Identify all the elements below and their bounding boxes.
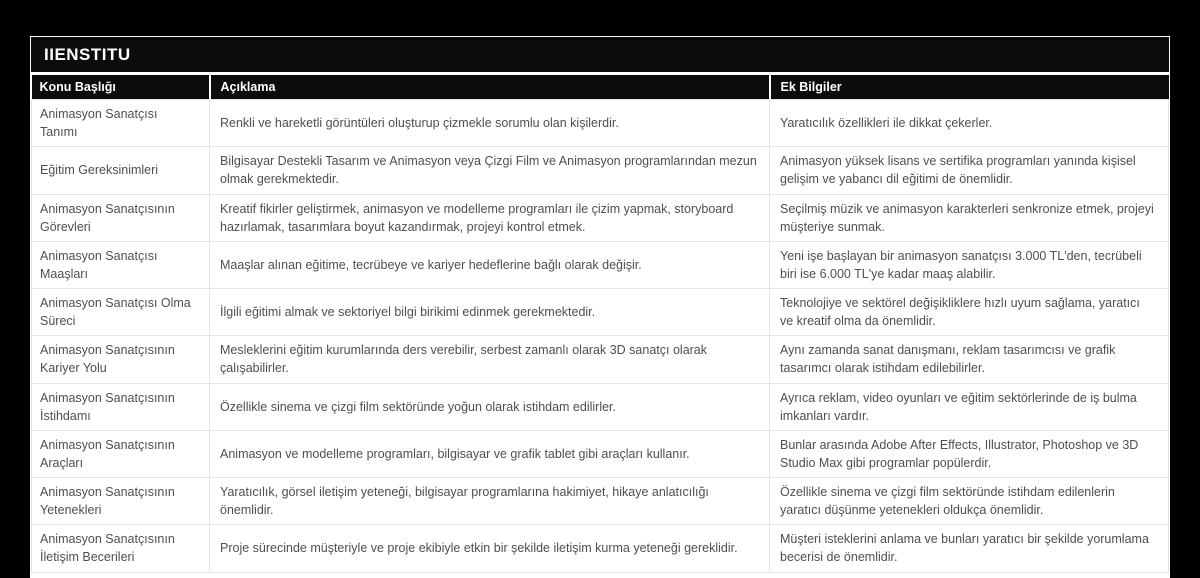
cell-topic: Animasyon Sanatçısının İstihdamı [32,383,210,430]
cell-description: Özellikle sinema ve çizgi film sektöründe yoğun olarak istihdam edilirler. [210,383,770,430]
cell-description: Yaratıcılık, görsel iletişim yeteneği, bilgisayar programlarına hakimiyet, hikaye anlatıcılığı önemlidir. [210,478,770,525]
table-row [32,100,1169,147]
column-header-extra: Ek Bilgiler [770,75,1169,100]
cell-extra: Yeni işe başlayan bir animasyon sanatçısı 3.000 TL'den, tecrübeli biri ise 6.000 TL'ye kadar maaş alabilir. [770,241,1169,288]
cell-description: Mesleklerini eğitim kurumlarında ders verebilir, serbest zamanlı olarak 3D sanatçı olarak çalışabilirler. [210,336,770,383]
cell-topic: Animasyon Sanatçısının Kariyer Yolu [32,336,210,383]
cell-description: İlgili eğitimi almak ve sektoriyel bilgi birikimi edinmek gerekmektedir. [210,289,770,336]
cell-topic: Animasyon Sanatçısının İletişim Becerileri [32,525,210,572]
cell-description: Renkli ve hareketli görüntüleri oluşturup çizmekle sorumlu olan kişilerdir. [210,100,770,147]
cell-topic: Animasyon Sanatçısının Yetenekleri [32,478,210,525]
cell-extra: Aynı zamanda sanat danışmanı, reklam tasarımcısı ve grafik tasarımcı olarak istihdam edilebilirler. [770,336,1169,383]
cell-extra: Müşteri isteklerini anlama ve bunları yaratıcı bir şekilde yorumlama becerisi de önemlidir. [770,525,1169,572]
cell-topic: Animasyon Sanatçısı Olma Süreci [32,289,210,336]
table-row [32,478,1169,525]
cell-topic: Eğitim Gereksinimleri [32,147,210,194]
table-row [32,383,1169,430]
page-title: IIENSTITU [31,37,1169,75]
cell-extra: Teknolojiye ve sektörel değişikliklere hızlı uyum sağlama, yaratıcı ve kreatif olma da önemlidir. [770,289,1169,336]
cell-extra: Yaratıcılık özellikleri ile dikkat çekerler. [770,100,1169,147]
table-header-row [32,75,1169,100]
info-table [31,75,1169,573]
cell-extra: Bunlar arasında Adobe After Effects, Illustrator, Photoshop ve 3D Studio Max gibi programlar popülerdir. [770,430,1169,477]
cell-topic: Animasyon Sanatçısı Tanımı [32,100,210,147]
cell-description: Bilgisayar Destekli Tasarım ve Animasyon veya Çizgi Film ve Animasyon programlarından mezun olmak gerekmektedir. [210,147,770,194]
cell-description: Animasyon ve modelleme programları, bilgisayar ve grafik tablet gibi araçları kullanır. [210,430,770,477]
table-row [32,430,1169,477]
table-row [32,194,1169,241]
table-row [32,289,1169,336]
cell-description: Proje sürecinde müşteriyle ve proje ekibiyle etkin bir şekilde iletişim kurma yeteneği gereklidir. [210,525,770,572]
column-header-description: Açıklama [210,75,770,100]
cell-topic: Animasyon Sanatçısının Görevleri [32,194,210,241]
content-card [30,36,1170,578]
cell-description: Maaşlar alınan eğitime, tecrübeye ve kariyer hedeflerine bağlı olarak değişir. [210,241,770,288]
cell-topic: Animasyon Sanatçısı Maaşları [32,241,210,288]
table-row [32,336,1169,383]
cell-extra: Seçilmiş müzik ve animasyon karakterleri senkronize etmek, projeyi müşteriye sunmak. [770,194,1169,241]
cell-extra: Özellikle sinema ve çizgi film sektöründe istihdam edilenlerin yaratıcı düşünme yetenekleri oldukça önemlidir. [770,478,1169,525]
cell-extra: Ayrıca reklam, video oyunları ve eğitim sektörlerinde de iş bulma imkanları vardır. [770,383,1169,430]
table-row [32,241,1169,288]
cell-extra: Animasyon yüksek lisans ve sertifika programları yanında kişisel gelişim ve yabancı dil eğitimi de önemlidir. [770,147,1169,194]
table-row [32,147,1169,194]
table-row [32,525,1169,572]
cell-topic: Animasyon Sanatçısının Araçları [32,430,210,477]
column-header-topic: Konu Başlığı [32,75,210,100]
cell-description: Kreatif fikirler geliştirmek, animasyon ve modelleme programları ile çizim yapmak, storyboard hazırlamak, tasarımlara boyut kazandırmak, projeyi kontrol etmek. [210,194,770,241]
